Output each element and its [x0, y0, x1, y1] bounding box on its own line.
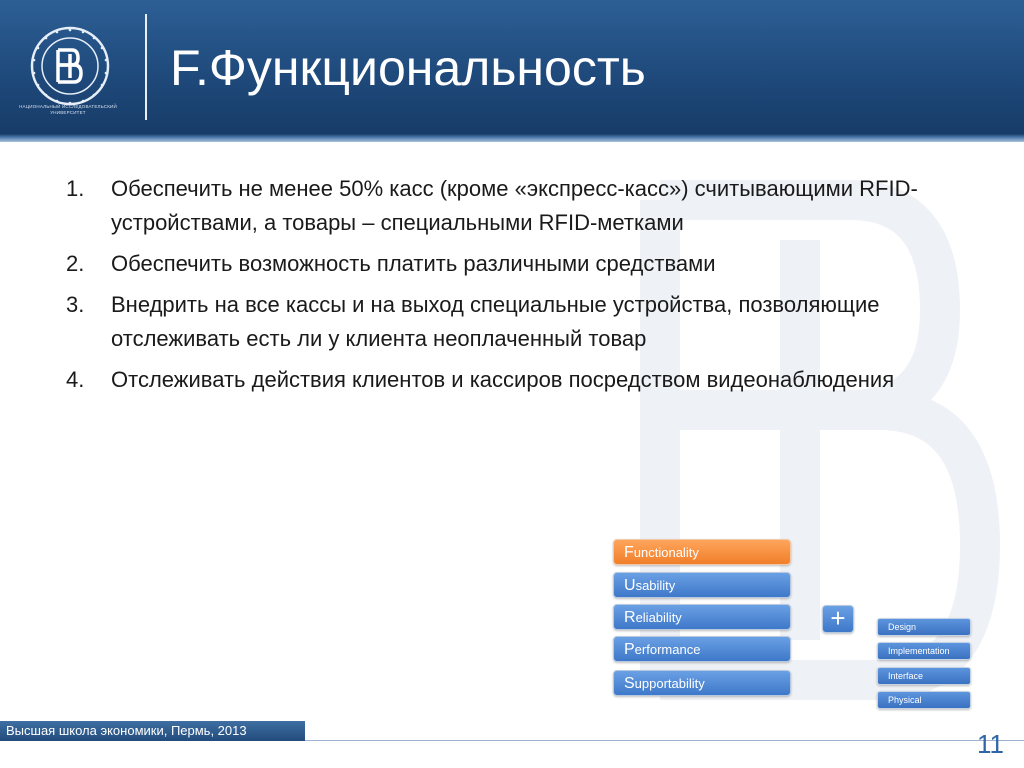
list-item	[66, 363, 946, 397]
page-number: 11	[977, 729, 1004, 759]
furps-initial: S	[624, 675, 635, 692]
list-item-number: 2.	[66, 251, 85, 276]
footer-text: Высшая школа экономики, Пермь, 2013	[6, 723, 247, 738]
furps-supportability	[613, 670, 791, 696]
list-item-text: Обеспечить не менее 50% касс (кроме «экспресс-касс») считывающими RFID-устройствами, а товары – специальными RFID-метками	[111, 176, 918, 235]
furps-reliability	[613, 604, 791, 630]
furps-rest: sability	[635, 578, 676, 593]
furps-rest: unctionality	[633, 545, 699, 560]
extra-implementation: Implementation	[877, 642, 971, 660]
header-divider-line	[0, 134, 1024, 142]
list-item-text: Внедрить на все кассы и на выход специальные устройства, позволяющие отслеживать есть ли у клиента неоплаченный товар	[111, 292, 880, 351]
list-item-text: Обеспечить возможность платить различными средствами	[111, 251, 716, 276]
footer-line	[305, 740, 1024, 741]
furps-rest: upportability	[634, 676, 705, 691]
furps-initial: R	[624, 609, 636, 626]
list-item-number: 3.	[66, 292, 85, 317]
furps-functionality	[613, 539, 791, 565]
plus-icon: +	[822, 605, 854, 633]
title-divider	[145, 14, 147, 120]
extra-physical: Physical	[877, 691, 971, 709]
logo-caption: НАЦИОНАЛЬНЫЙ ИССЛЕДОВАТЕЛЬСКИЙ УНИВЕРСИТЕТ	[19, 104, 117, 115]
list-item	[66, 288, 946, 356]
slide-title: F.Функциональность	[170, 40, 646, 96]
list-item	[66, 247, 946, 281]
furps-performance	[613, 636, 791, 662]
list-item	[66, 172, 946, 240]
furps-initial: U	[624, 577, 636, 594]
furps-initial: P	[624, 641, 635, 658]
furps-rest: erformance	[634, 642, 701, 657]
list-item-number: 4.	[66, 367, 85, 392]
furps-initial: F	[624, 544, 634, 561]
extra-interface: Interface	[877, 667, 971, 685]
furps-rest: eliability	[635, 610, 682, 625]
extra-design: Design	[877, 618, 971, 636]
list-item-number: 1.	[66, 176, 85, 201]
requirements-list	[66, 172, 946, 404]
furps-usability	[613, 572, 791, 598]
list-item-text: Отслеживать действия клиентов и кассиров посредством видеонаблюдения	[111, 367, 895, 392]
